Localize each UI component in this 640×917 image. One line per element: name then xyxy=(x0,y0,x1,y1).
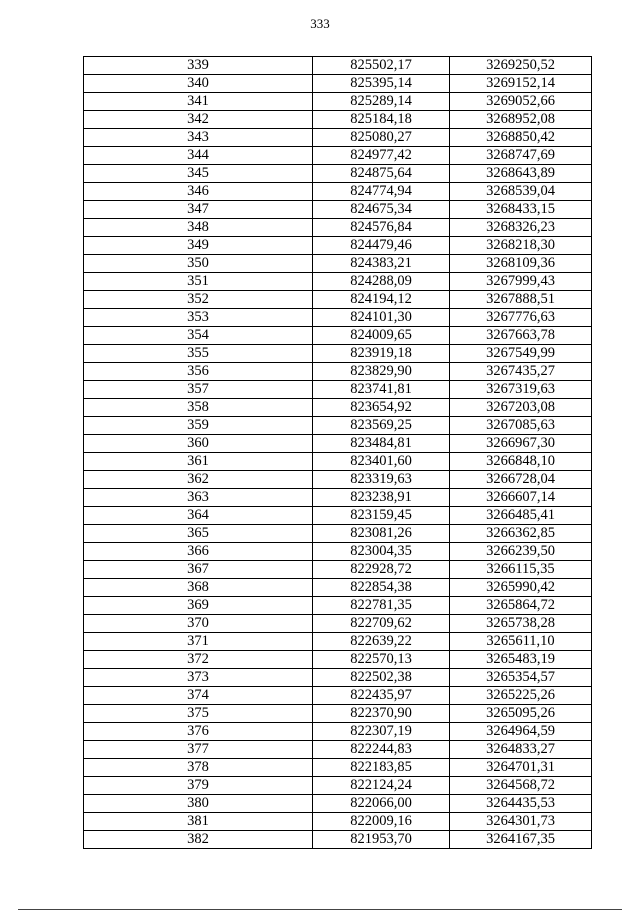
point-number-cell: 340 xyxy=(84,75,313,93)
point-number-cell: 363 xyxy=(84,489,313,507)
point-number-cell: 373 xyxy=(84,669,313,687)
table-row xyxy=(84,669,592,687)
table-row xyxy=(84,273,592,291)
table-row xyxy=(84,399,592,417)
coordinates-table-body xyxy=(84,57,592,849)
x-coordinate-cell: 822124,24 xyxy=(313,777,450,795)
table-row xyxy=(84,687,592,705)
y-coordinate-cell: 3269052,66 xyxy=(450,93,592,111)
x-coordinate-cell: 824009,65 xyxy=(313,327,450,345)
y-coordinate-cell: 3268433,15 xyxy=(450,201,592,219)
x-coordinate-cell: 825184,18 xyxy=(313,111,450,129)
point-number-cell: 345 xyxy=(84,165,313,183)
table-row xyxy=(84,75,592,93)
y-coordinate-cell: 3268850,42 xyxy=(450,129,592,147)
y-coordinate-cell: 3267999,43 xyxy=(450,273,592,291)
point-number-cell: 360 xyxy=(84,435,313,453)
y-coordinate-cell: 3268747,69 xyxy=(450,147,592,165)
y-coordinate-cell: 3267888,51 xyxy=(450,291,592,309)
y-coordinate-cell: 3266607,14 xyxy=(450,489,592,507)
point-number-cell: 366 xyxy=(84,543,313,561)
x-coordinate-cell: 824101,30 xyxy=(313,309,450,327)
point-number-cell: 354 xyxy=(84,327,313,345)
table-row xyxy=(84,759,592,777)
x-coordinate-cell: 824576,84 xyxy=(313,219,450,237)
x-coordinate-cell: 823401,60 xyxy=(313,453,450,471)
table-row xyxy=(84,381,592,399)
y-coordinate-cell: 3265483,19 xyxy=(450,651,592,669)
x-coordinate-cell: 823919,18 xyxy=(313,345,450,363)
point-number-cell: 346 xyxy=(84,183,313,201)
x-coordinate-cell: 824875,64 xyxy=(313,165,450,183)
table-row xyxy=(84,777,592,795)
table-row xyxy=(84,489,592,507)
y-coordinate-cell: 3266728,04 xyxy=(450,471,592,489)
x-coordinate-cell: 822244,83 xyxy=(313,741,450,759)
x-coordinate-cell: 822435,97 xyxy=(313,687,450,705)
point-number-cell: 380 xyxy=(84,795,313,813)
x-coordinate-cell: 825080,27 xyxy=(313,129,450,147)
table-row xyxy=(84,813,592,831)
point-number-cell: 379 xyxy=(84,777,313,795)
x-coordinate-cell: 824977,42 xyxy=(313,147,450,165)
x-coordinate-cell: 823081,26 xyxy=(313,525,450,543)
y-coordinate-cell: 3268218,30 xyxy=(450,237,592,255)
x-coordinate-cell: 822639,22 xyxy=(313,633,450,651)
table-row xyxy=(84,633,592,651)
point-number-cell: 350 xyxy=(84,255,313,273)
table-row xyxy=(84,579,592,597)
point-number-cell: 349 xyxy=(84,237,313,255)
x-coordinate-cell: 824288,09 xyxy=(313,273,450,291)
table-row xyxy=(84,345,592,363)
y-coordinate-cell: 3265225,26 xyxy=(450,687,592,705)
table-row xyxy=(84,201,592,219)
point-number-cell: 377 xyxy=(84,741,313,759)
y-coordinate-cell: 3265354,57 xyxy=(450,669,592,687)
point-number-cell: 368 xyxy=(84,579,313,597)
x-coordinate-cell: 822709,62 xyxy=(313,615,450,633)
table-row xyxy=(84,363,592,381)
coordinates-table xyxy=(83,56,592,849)
point-number-cell: 362 xyxy=(84,471,313,489)
x-coordinate-cell: 822370,90 xyxy=(313,705,450,723)
point-number-cell: 353 xyxy=(84,309,313,327)
point-number-cell: 375 xyxy=(84,705,313,723)
table-row xyxy=(84,597,592,615)
y-coordinate-cell: 3267203,08 xyxy=(450,399,592,417)
point-number-cell: 348 xyxy=(84,219,313,237)
y-coordinate-cell: 3264435,53 xyxy=(450,795,592,813)
table-row xyxy=(84,795,592,813)
point-number-cell: 342 xyxy=(84,111,313,129)
point-number-cell: 357 xyxy=(84,381,313,399)
y-coordinate-cell: 3265738,28 xyxy=(450,615,592,633)
y-coordinate-cell: 3266848,10 xyxy=(450,453,592,471)
y-coordinate-cell: 3267435,27 xyxy=(450,363,592,381)
x-coordinate-cell: 825395,14 xyxy=(313,75,450,93)
y-coordinate-cell: 3264167,35 xyxy=(450,831,592,849)
point-number-cell: 382 xyxy=(84,831,313,849)
x-coordinate-cell: 822183,85 xyxy=(313,759,450,777)
y-coordinate-cell: 3265611,10 xyxy=(450,633,592,651)
y-coordinate-cell: 3268643,89 xyxy=(450,165,592,183)
x-coordinate-cell: 823319,63 xyxy=(313,471,450,489)
x-coordinate-cell: 822928,72 xyxy=(313,561,450,579)
point-number-cell: 369 xyxy=(84,597,313,615)
y-coordinate-cell: 3267776,63 xyxy=(450,309,592,327)
point-number-cell: 371 xyxy=(84,633,313,651)
table-row xyxy=(84,453,592,471)
table-row xyxy=(84,309,592,327)
y-coordinate-cell: 3267549,99 xyxy=(450,345,592,363)
point-number-cell: 358 xyxy=(84,399,313,417)
x-coordinate-cell: 824774,94 xyxy=(313,183,450,201)
table-row xyxy=(84,507,592,525)
x-coordinate-cell: 824383,21 xyxy=(313,255,450,273)
x-coordinate-cell: 822781,35 xyxy=(313,597,450,615)
point-number-cell: 374 xyxy=(84,687,313,705)
y-coordinate-cell: 3264833,27 xyxy=(450,741,592,759)
table-row xyxy=(84,543,592,561)
bottom-divider xyxy=(18,909,622,910)
table-row xyxy=(84,525,592,543)
table-row xyxy=(84,831,592,849)
x-coordinate-cell: 821953,70 xyxy=(313,831,450,849)
point-number-cell: 359 xyxy=(84,417,313,435)
x-coordinate-cell: 824194,12 xyxy=(313,291,450,309)
y-coordinate-cell: 3264568,72 xyxy=(450,777,592,795)
x-coordinate-cell: 822307,19 xyxy=(313,723,450,741)
table-row xyxy=(84,237,592,255)
point-number-cell: 351 xyxy=(84,273,313,291)
y-coordinate-cell: 3266115,35 xyxy=(450,561,592,579)
x-coordinate-cell: 823741,81 xyxy=(313,381,450,399)
y-coordinate-cell: 3265095,26 xyxy=(450,705,592,723)
x-coordinate-cell: 825289,14 xyxy=(313,93,450,111)
point-number-cell: 343 xyxy=(84,129,313,147)
x-coordinate-cell: 824479,46 xyxy=(313,237,450,255)
point-number-cell: 361 xyxy=(84,453,313,471)
x-coordinate-cell: 822502,38 xyxy=(313,669,450,687)
point-number-cell: 376 xyxy=(84,723,313,741)
table-row xyxy=(84,93,592,111)
point-number-cell: 381 xyxy=(84,813,313,831)
y-coordinate-cell: 3269152,14 xyxy=(450,75,592,93)
point-number-cell: 339 xyxy=(84,57,313,75)
x-coordinate-cell: 823159,45 xyxy=(313,507,450,525)
x-coordinate-cell: 825502,17 xyxy=(313,57,450,75)
point-number-cell: 352 xyxy=(84,291,313,309)
point-number-cell: 355 xyxy=(84,345,313,363)
table-row xyxy=(84,741,592,759)
table-row xyxy=(84,705,592,723)
x-coordinate-cell: 823654,92 xyxy=(313,399,450,417)
y-coordinate-cell: 3268109,36 xyxy=(450,255,592,273)
y-coordinate-cell: 3265990,42 xyxy=(450,579,592,597)
y-coordinate-cell: 3268326,23 xyxy=(450,219,592,237)
table-row xyxy=(84,327,592,345)
y-coordinate-cell: 3266362,85 xyxy=(450,525,592,543)
point-number-cell: 367 xyxy=(84,561,313,579)
y-coordinate-cell: 3268952,08 xyxy=(450,111,592,129)
table-row xyxy=(84,57,592,75)
point-number-cell: 364 xyxy=(84,507,313,525)
x-coordinate-cell: 823829,90 xyxy=(313,363,450,381)
point-number-cell: 372 xyxy=(84,651,313,669)
page-number: 333 xyxy=(310,16,330,31)
table-row xyxy=(84,561,592,579)
y-coordinate-cell: 3264964,59 xyxy=(450,723,592,741)
x-coordinate-cell: 823569,25 xyxy=(313,417,450,435)
y-coordinate-cell: 3266485,41 xyxy=(450,507,592,525)
y-coordinate-cell: 3269250,52 xyxy=(450,57,592,75)
y-coordinate-cell: 3264301,73 xyxy=(450,813,592,831)
y-coordinate-cell: 3268539,04 xyxy=(450,183,592,201)
point-number-cell: 370 xyxy=(84,615,313,633)
point-number-cell: 365 xyxy=(84,525,313,543)
y-coordinate-cell: 3267663,78 xyxy=(450,327,592,345)
x-coordinate-cell: 822009,16 xyxy=(313,813,450,831)
point-number-cell: 344 xyxy=(84,147,313,165)
y-coordinate-cell: 3266967,30 xyxy=(450,435,592,453)
x-coordinate-cell: 823004,35 xyxy=(313,543,450,561)
y-coordinate-cell: 3267085,63 xyxy=(450,417,592,435)
table-row xyxy=(84,165,592,183)
y-coordinate-cell: 3264701,31 xyxy=(450,759,592,777)
x-coordinate-cell: 822570,13 xyxy=(313,651,450,669)
y-coordinate-cell: 3266239,50 xyxy=(450,543,592,561)
table-row xyxy=(84,255,592,273)
point-number-cell: 347 xyxy=(84,201,313,219)
x-coordinate-cell: 822066,00 xyxy=(313,795,450,813)
y-coordinate-cell: 3267319,63 xyxy=(450,381,592,399)
table-row xyxy=(84,183,592,201)
table-row xyxy=(84,147,592,165)
table-row xyxy=(84,435,592,453)
table-row xyxy=(84,723,592,741)
table-row xyxy=(84,219,592,237)
table-row xyxy=(84,471,592,489)
table-row xyxy=(84,417,592,435)
table-row xyxy=(84,291,592,309)
x-coordinate-cell: 823238,91 xyxy=(313,489,450,507)
x-coordinate-cell: 824675,34 xyxy=(313,201,450,219)
point-number-cell: 356 xyxy=(84,363,313,381)
table-row xyxy=(84,111,592,129)
point-number-cell: 378 xyxy=(84,759,313,777)
table-row xyxy=(84,129,592,147)
y-coordinate-cell: 3265864,72 xyxy=(450,597,592,615)
point-number-cell: 341 xyxy=(84,93,313,111)
table-row xyxy=(84,615,592,633)
x-coordinate-cell: 822854,38 xyxy=(313,579,450,597)
table-row xyxy=(84,651,592,669)
x-coordinate-cell: 823484,81 xyxy=(313,435,450,453)
